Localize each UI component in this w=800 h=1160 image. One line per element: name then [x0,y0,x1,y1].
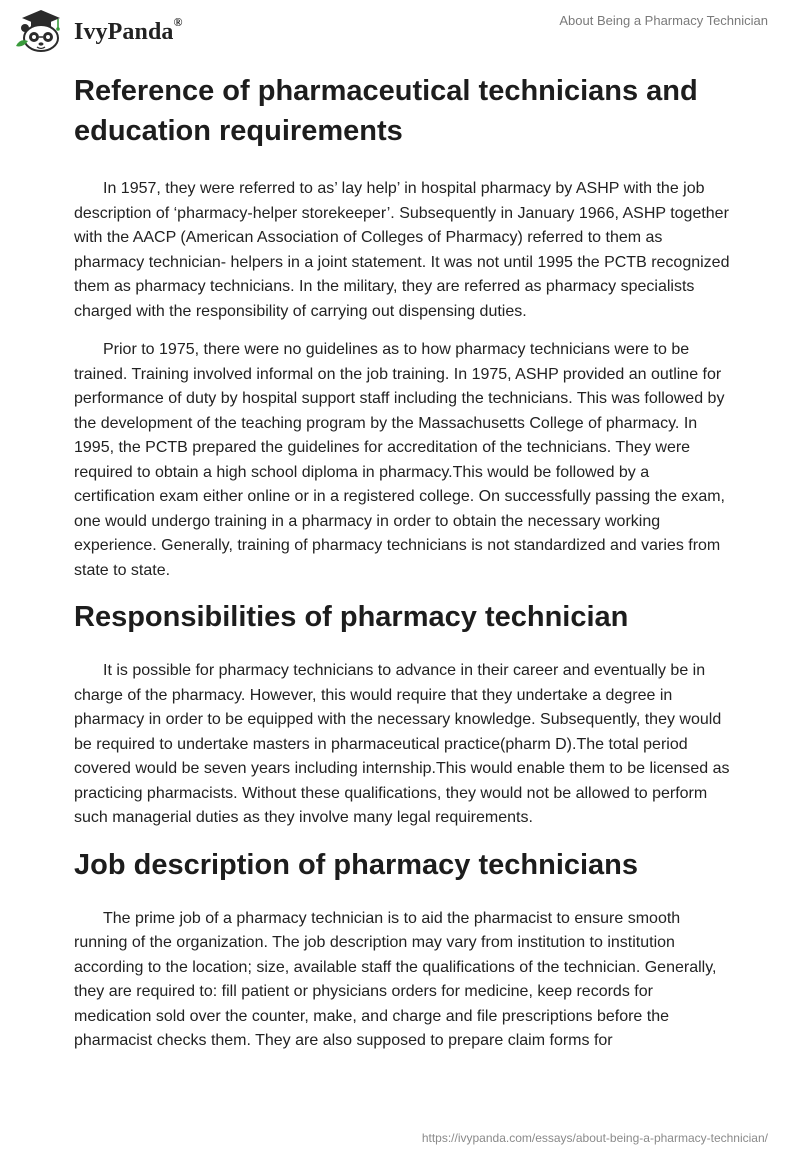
section-heading: Responsibilities of pharmacy technician [74,601,629,633]
paragraph: It is possible for pharmacy technicians to advance in their career and eventually be in charge of the pharmacy. However, this would require that they undertake a degree in pharmacy in order to be equipped with the necessary knowledge. Subsequently, they would be required to undertake masters in pharmaceutical practice(pharm D).The total period covered would be seven years including internship.This would enable them to be licensed as practicing pharmacists. Without these qualifications, they would not be allowed to perform such managerial duties as they involve many legal requirements. [74,662,730,826]
paragraph: In 1957, they were referred to as’ lay help’ in hospital pharmacy by ASHP with the job description of ‘pharmacy-helper storekeeper’. Subsequently in January 1966, ASHP together with the AACP (American Association of Colleges of Pharmacy) referred to them as pharmacy technician- helpers in a joint statement. It was not until 1995 the PCTB recognized them as pharmacy technicians. In the military, they are referred as pharmacy specialists charged with the responsibility of carrying out dispensing duties. [74,180,730,320]
brand-name[interactable] [74,15,183,46]
page-header [0,0,800,60]
source-url[interactable]: https://ivypanda.com/essays/about-being-a-pharmacy-technician/ [421,1131,768,1145]
essay-content [74,71,734,1068]
paragraph: Prior to 1975, there were no guidelines as to how pharmacy technicians were to be trained. Training involved informal on the job training. In 1975, ASHP provided an outline for performance of duty by hospital support staff including the technicians. This was followed by the development of the teaching program by the Massachusetts College of pharmacy. In 1995, the PCTB prepared the guidelines for accreditation of the technicians. They were required to obtain a high school diploma in pharmacy.This would be followed by a certification exam either online or in a registered college. On successfully passing the exam, one would undergo training in a pharmacy in order to obtain the necessary working experience. Generally, training of pharmacy technicians is not standardized and varies from state to state. [74,341,725,579]
section-heading: Job description of pharmacy technicians [74,848,639,881]
registered-mark: ® [173,15,183,29]
section-reference [74,71,734,583]
section-job-description [74,845,734,1054]
paragraph: The prime job of a pharmacy technician is to aid the pharmacist to ensure smooth running of the organization. The job description may vary from institution to institution according to the location; size, available staff the qualifications of the technician. Generally, they are required to: fill patient or physicians orders for medicine, keep records for medication sold over the counter, make, and charge and file prescriptions before the pharmacist checks them. They are also supposed to prepare claim forms for [74,909,717,1049]
document-title: About Being a Pharmacy Technician [559,13,768,28]
section-responsibilities [74,597,734,831]
brand-text: IvyPanda [74,19,174,45]
section-heading: Reference of pharmaceutical technicians and education requirements [74,75,698,147]
ivypanda-logo-icon[interactable] [14,8,68,54]
